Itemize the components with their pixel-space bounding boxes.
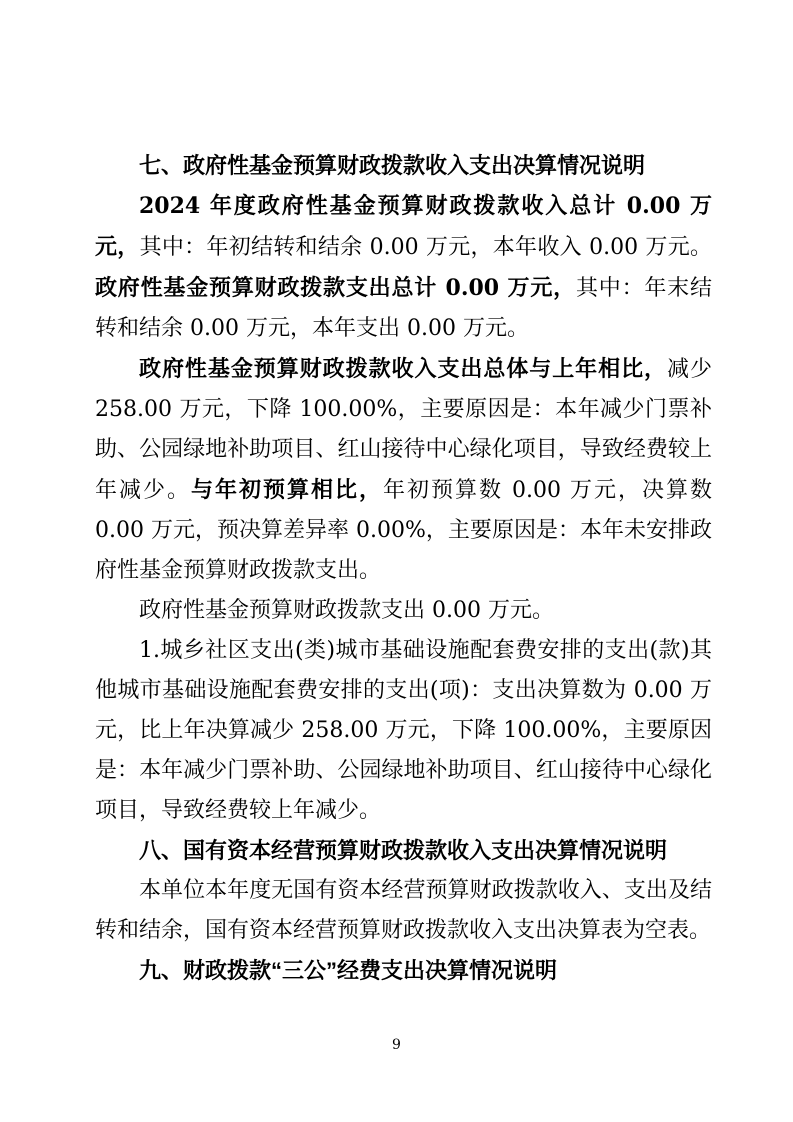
text-run-bold: 政府性基金预算财政拨款支出总计 0.00 万元， (95, 275, 576, 301)
document-body (95, 146, 712, 991)
heading-text: 七、政府性基金预算财政拨款收入支出决算情况说明 (139, 153, 646, 178)
text-run: 政府性基金预算财政拨款支出 0.00 万元。 (139, 598, 554, 623)
text-run-bold: 与年初预算相比， (191, 477, 383, 503)
text-run: 减少 258.00 万元，下降 100.00%，主要原因是：本年减少门票补助、公园绿地补助项目、红山接待中心绿化项目，导致经费较上年减少。 (95, 357, 712, 503)
text-run: 其中：年初结转和结余 0.00 万元，本年收入 0.00 万元。 (139, 235, 712, 260)
text-run: 本单位本年度无国有资本经营预算财政拨款收入、支出及结转和结余，国有资本经营预算财政拨款收入支出决算表为空表。 (95, 878, 712, 943)
text-run-bold: 政府性基金预算财政拨款收入支出总体与上年相比， (139, 356, 668, 382)
heading-text: 九、财政拨款“三公”经费支出决算情况说明 (139, 958, 558, 983)
section-heading-9 (95, 951, 712, 991)
paragraph-fund-budget-totals (95, 186, 712, 349)
paragraph-item-1-urban-community (95, 631, 712, 831)
paragraph-fund-expenditure (95, 591, 712, 631)
section-heading-8 (95, 831, 712, 871)
text-run: 其中：年末结转和结余 0.00 万元，本年支出 0.00 万元。 (95, 276, 712, 341)
section-heading-7 (95, 146, 712, 186)
page-number: 9 (392, 1037, 401, 1053)
paragraph-fund-budget-comparison (95, 349, 712, 591)
paragraph-state-capital (95, 871, 712, 951)
heading-text: 八、国有资本经营预算财政拨款收入支出决算情况说明 (139, 838, 668, 863)
text-run: 年初预算数 0.00 万元，决算数 0.00 万元，预决算差异率 0.00%，主要原因是：本年未安排政府性基金预算财政拨款支出。 (95, 478, 712, 583)
text-run-bold: 2024 年度政府性基金预算财政拨款收入总计 0.00 万元， (95, 193, 712, 260)
text-run: 1.城乡社区支出(类)城市基础设施配套费安排的支出(款)其他城市基础设施配套费安排的支出(项)：支出决算数为 0.00 万元，比上年决算减少 258.00 万元，下降 100.00%，主要原因是：本年减少门票补助、公园绿地补助项目、红山接待中心绿化项目，导致经费较上年减少。 (95, 638, 712, 823)
